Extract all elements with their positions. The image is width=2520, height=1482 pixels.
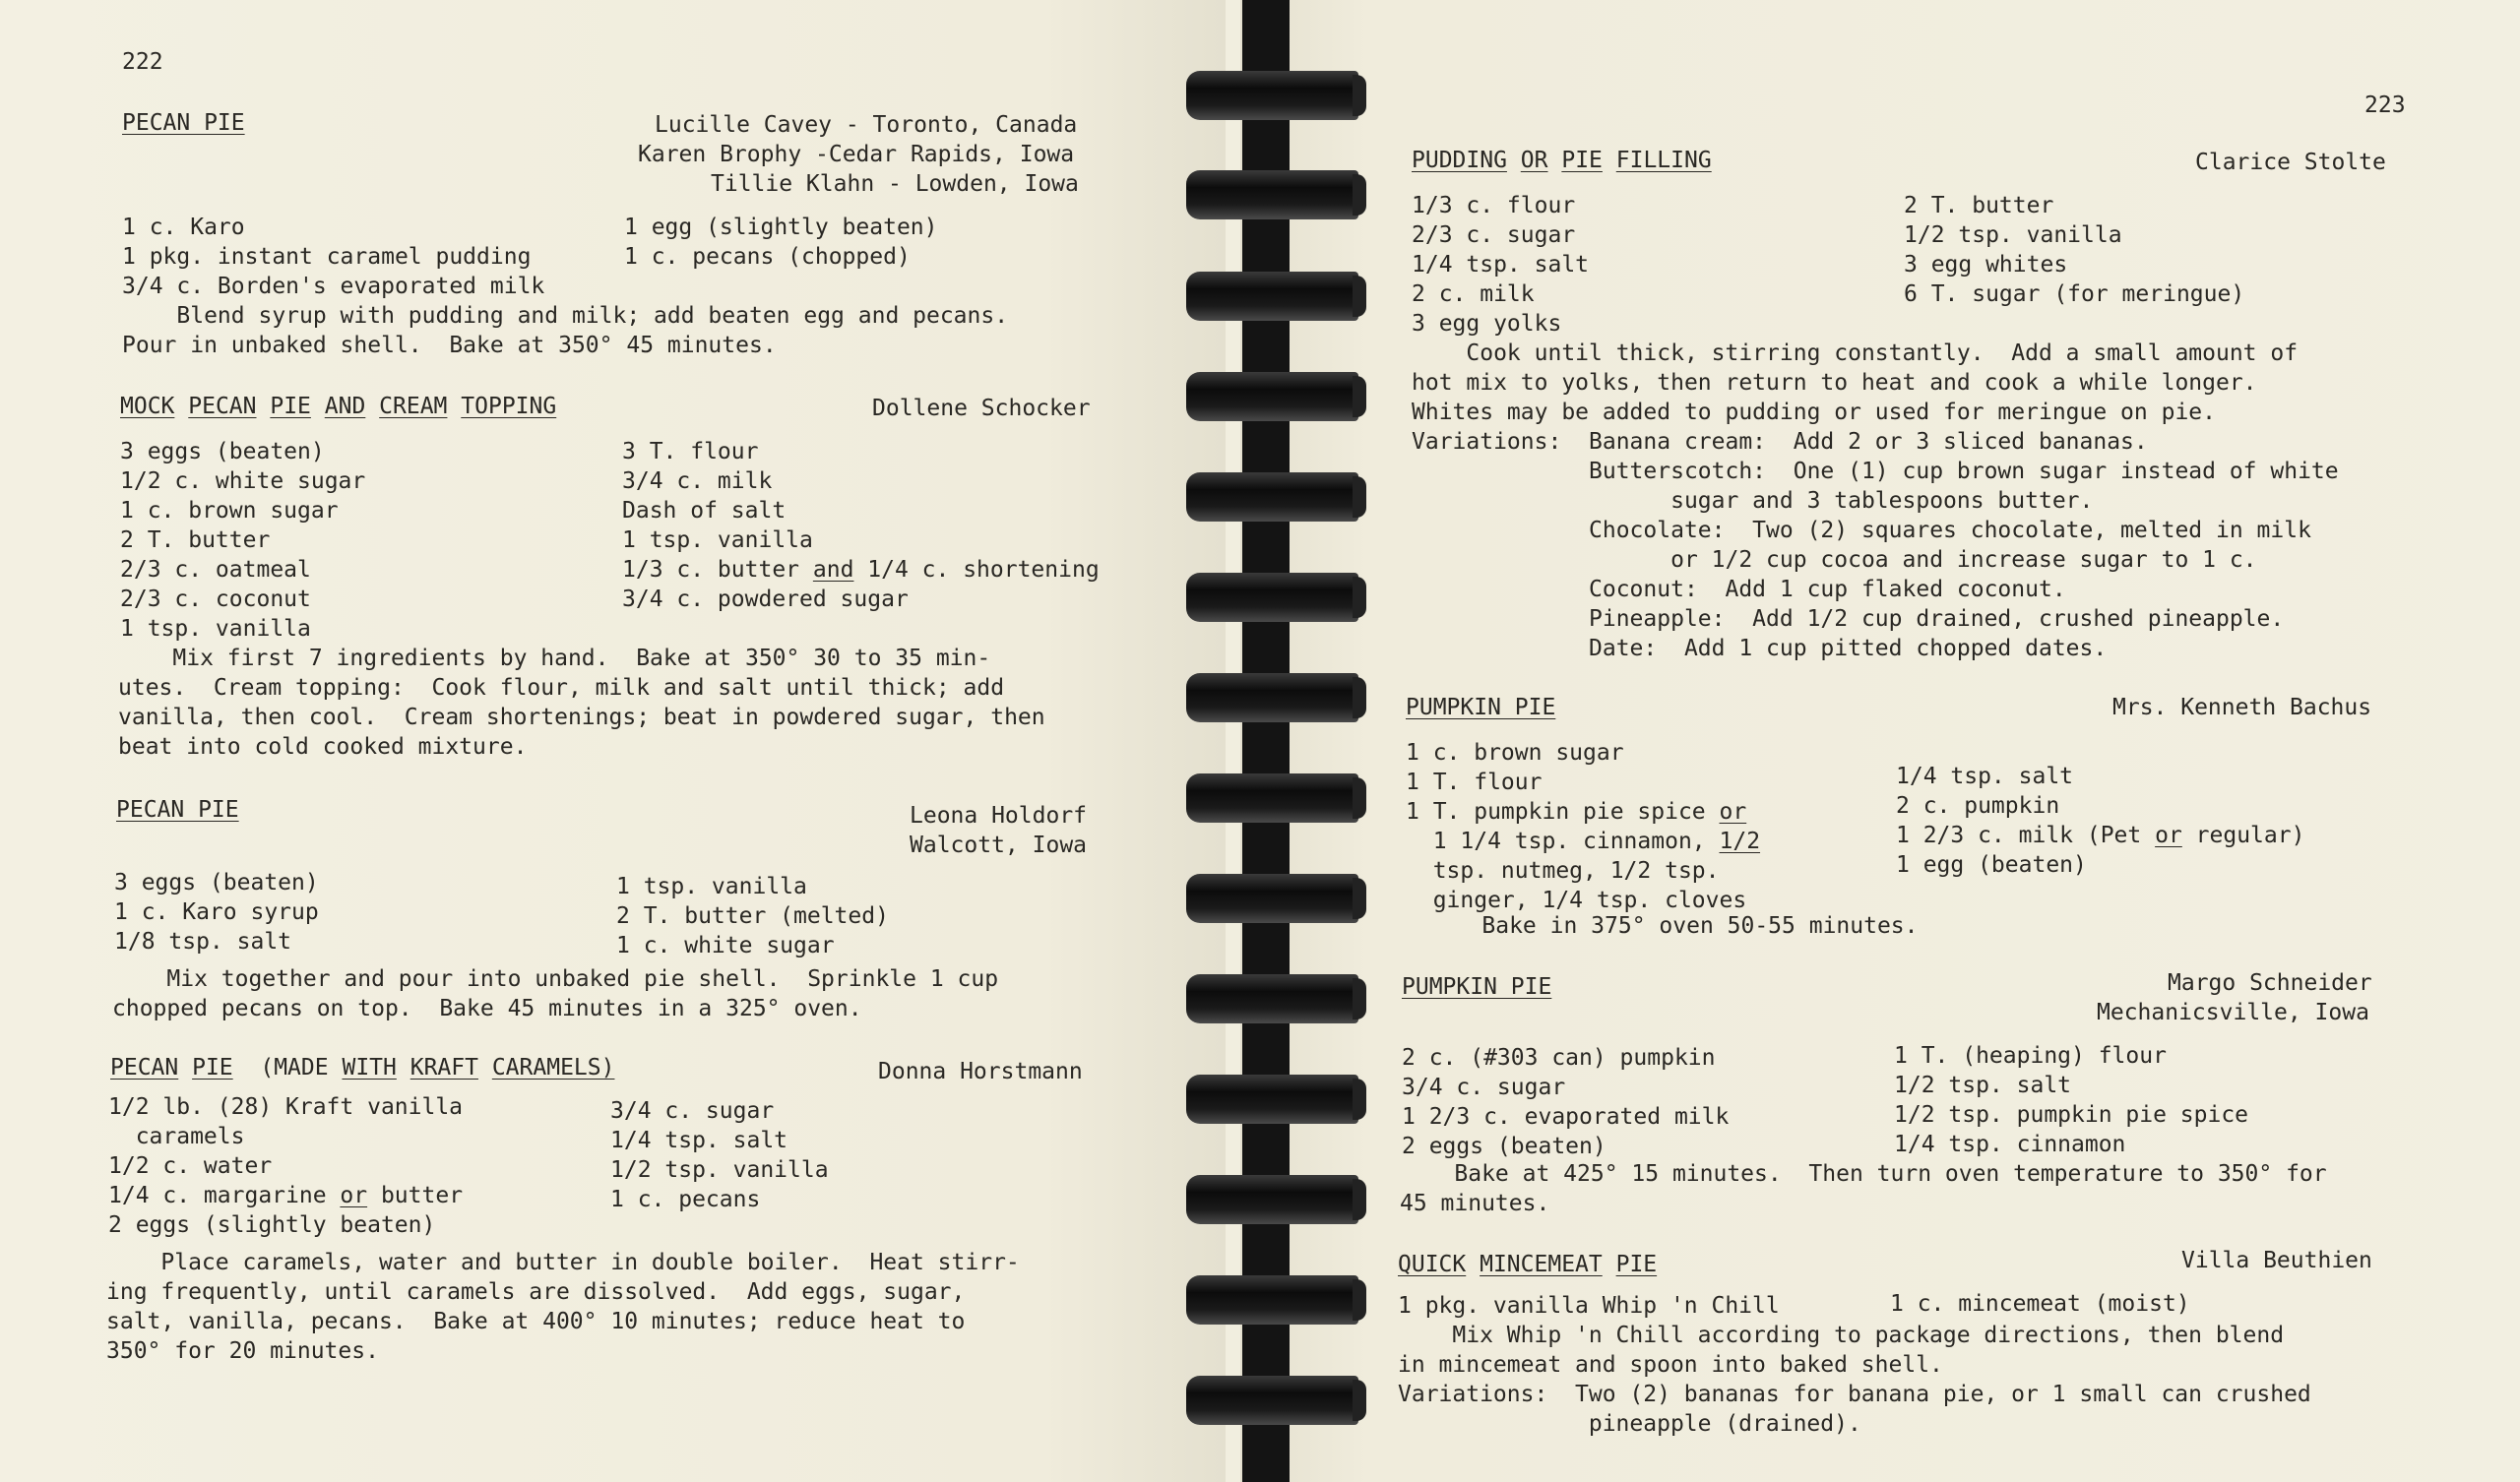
text-run: 1 T. pumpkin pie spice: [1406, 799, 1720, 825]
binding-ring: [1186, 1075, 1358, 1124]
binding-ring: [1186, 71, 1358, 120]
binding-ring: [1186, 974, 1358, 1023]
directions-line: in mincemeat and spoon into baked shell.: [1398, 1352, 1943, 1378]
spiral-binding-spine: [1242, 0, 1290, 1482]
title-word: WITH: [342, 1055, 397, 1081]
variations-line: Butterscotch: One (1) cup brown sugar instead of white: [1412, 459, 2339, 484]
ingredient: 1 c. pecans (chopped): [624, 244, 911, 270]
binding-ring: [1186, 1275, 1358, 1325]
title-word: CREAM: [379, 394, 448, 419]
directions-line: hot mix to yolks, then return to heat and cook a while longer.: [1412, 370, 2257, 396]
directions-line: 45 minutes.: [1400, 1191, 1550, 1216]
directions-line: Pour in unbaked shell. Bake at 350° 45 minutes.: [122, 333, 777, 358]
recipe-title-quick-mincemeat-pie: [1398, 1250, 1657, 1279]
ingredient: 1 egg (beaten): [1896, 852, 2087, 878]
recipe-title-pudding: [1412, 146, 1712, 175]
ingredient: 1 c. brown sugar: [120, 498, 339, 524]
ingredient: 1/4 tsp. salt: [610, 1128, 788, 1153]
ingredient: 1/2 tsp. vanilla: [1904, 222, 2122, 248]
title-word: QUICK: [1398, 1252, 1467, 1277]
contributor: Tillie Klahn - Lowden, Iowa: [711, 171, 1079, 197]
ingredient: 2 c. milk: [1412, 281, 1535, 307]
directions-line: Bake in 375° oven 50-55 minutes.: [1427, 913, 1919, 939]
ingredient: 1/2 tsp. pumpkin pie spice: [1894, 1102, 2249, 1128]
ingredient: 2 T. butter (melted): [616, 903, 889, 929]
text-run: butter: [367, 1183, 464, 1208]
variations-line: sugar and 3 tablespoons butter.: [1412, 488, 2094, 514]
binding-ring: [1186, 1175, 1358, 1224]
directions-line: utes. Cream topping: Cook flour, milk and salt until thick; add: [118, 675, 1005, 701]
ingredient: 1 c. Karo syrup: [114, 899, 319, 925]
contributor: Mrs. Kenneth Bachus: [2112, 695, 2372, 720]
directions-line: vanilla, then cool. Cream shortenings; beat in powdered sugar, then: [118, 705, 1045, 730]
ingredient: 1 c. mincemeat (moist): [1890, 1291, 2190, 1317]
directions-line: Mix Whip 'n Chill according to package directions, then blend: [1398, 1323, 2285, 1348]
contributor: Karen Brophy -Cedar Rapids, Iowa: [638, 142, 1075, 167]
contributor-city: Walcott, Iowa: [910, 833, 1088, 858]
binding-ring: [1186, 673, 1358, 722]
title-word: FILLING: [1615, 148, 1712, 173]
ingredient: 1/8 tsp. salt: [114, 929, 292, 955]
directions-line: chopped pecans on top. Bake 45 minutes in a 325° oven.: [112, 996, 862, 1021]
title-word: PECAN: [110, 1055, 179, 1081]
ingredient: 6 T. sugar (for meringue): [1904, 281, 2245, 307]
text-run: or: [340, 1183, 368, 1208]
ingredient: 1/2 tsp. salt: [1894, 1073, 2072, 1098]
ingredient: 1/2 tsp. vanilla: [610, 1157, 829, 1183]
text-run: or: [1719, 799, 1747, 825]
binding-ring: [1186, 874, 1358, 923]
directions-line: Mix first 7 ingredients by hand. Bake at 350° 30 to 35 min-: [118, 646, 991, 671]
title-word: PIE: [270, 394, 311, 419]
ingredient: 2 eggs (slightly beaten): [108, 1212, 436, 1238]
binding-ring: [1186, 272, 1358, 321]
title-word: (MADE: [260, 1055, 329, 1081]
title-word: MOCK: [120, 394, 175, 419]
ingredient: 1/4 tsp. salt: [1412, 252, 1590, 278]
ingredient: [1896, 821, 2304, 850]
ingredient: 1 c. Karo: [122, 215, 245, 240]
ingredient: 1 tsp. vanilla: [616, 874, 807, 899]
title-word: KRAFT: [410, 1055, 478, 1081]
directions-line: Place caramels, water and butter in double boiler. Heat stirr-: [106, 1250, 1020, 1275]
directions-line: 350° for 20 minutes.: [106, 1338, 379, 1364]
directions-line: ing frequently, until caramels are dissolved. Add eggs, sugar,: [106, 1279, 966, 1305]
ingredient: 2 c. pumpkin: [1896, 793, 2060, 819]
variations-line: Coconut: Add 1 cup flaked coconut.: [1412, 577, 2066, 602]
ingredient: 2/3 c. sugar: [1412, 222, 1576, 248]
variations-line: or 1/2 cup cocoa and increase sugar to 1 c.: [1412, 547, 2257, 573]
text-run: 1 1/4 tsp. cinnamon,: [1406, 829, 1720, 854]
ingredient: [622, 555, 1100, 585]
directions-line: Whites may be added to pudding or used for meringue on pie.: [1412, 400, 2216, 425]
text-run: and: [812, 557, 854, 583]
binding-ring: [1186, 573, 1358, 622]
contributor: Donna Horstmann: [878, 1059, 1083, 1084]
binding-ring: [1186, 773, 1358, 823]
ingredient: [1406, 827, 1760, 856]
binding-ring: [1186, 1376, 1358, 1425]
text-run: 1/4 c. shortening: [853, 557, 1100, 583]
text-run: 1 2/3 c. milk (Pet: [1896, 823, 2156, 848]
ingredient: 3/4 c. sugar: [610, 1098, 775, 1124]
directions-line: Cook until thick, stirring constantly. Add a small amount of: [1412, 340, 2299, 366]
ingredient: 1/2 lb. (28) Kraft vanilla: [108, 1094, 464, 1120]
ingredient: [1406, 797, 1746, 827]
binding-ring: [1186, 170, 1358, 219]
contributor-name: Leona Holdorf: [910, 803, 1088, 829]
text-run: 1/2: [1719, 829, 1761, 854]
recipe-title-pumpkin-pie: PUMPKIN PIE: [1406, 695, 1556, 720]
variations-line: Variations: Banana cream: Add 2 or 3 sliced bananas.: [1412, 429, 2148, 455]
contributor: Villa Beuthien: [2181, 1248, 2372, 1273]
contributor-name: Margo Schneider: [2168, 970, 2372, 996]
title-word: PIE: [1561, 148, 1603, 173]
ingredient: 1 tsp. vanilla: [120, 616, 311, 642]
ingredient: 1 c. white sugar: [616, 933, 835, 958]
ingredient: 1 2/3 c. evaporated milk: [1402, 1104, 1730, 1130]
page-number-right: 223: [2364, 93, 2406, 118]
binding-ring: [1186, 372, 1358, 421]
recipe-title-pumpkin-pie: PUMPKIN PIE: [1402, 974, 1552, 1000]
ingredient: 1 pkg. vanilla Whip 'n Chill: [1398, 1293, 1780, 1319]
title-word: OR: [1520, 148, 1548, 173]
ingredient: 2 eggs (beaten): [1402, 1134, 1606, 1159]
ingredient: 3 egg yolks: [1412, 311, 1562, 337]
ingredient: 3 T. flour: [622, 439, 759, 464]
ingredient: tsp. nutmeg, 1/2 tsp.: [1406, 858, 1720, 884]
binding-ring: [1186, 472, 1358, 522]
text-run: 1/4 c. margarine: [108, 1183, 341, 1208]
ingredient: 3/4 c. sugar: [1402, 1075, 1566, 1100]
ingredient: 2 c. (#303 can) pumpkin: [1402, 1045, 1716, 1071]
ingredient: 1 tsp. vanilla: [622, 527, 813, 553]
ingredient: 2/3 c. coconut: [120, 587, 311, 612]
directions-line: Bake at 425° 15 minutes. Then turn oven temperature to 350° for: [1400, 1161, 2327, 1187]
contributor: Dollene Schocker: [872, 396, 1091, 421]
ingredient: 1/2 c. white sugar: [120, 468, 366, 494]
ingredient: 2 T. butter: [1904, 193, 2054, 218]
ingredient: 1/4 tsp. cinnamon: [1894, 1132, 2126, 1157]
title-word: MINCEMEAT: [1480, 1252, 1603, 1277]
ingredient: 1 egg (slightly beaten): [624, 215, 938, 240]
ingredient: [108, 1181, 463, 1210]
directions-line: beat into cold cooked mixture.: [118, 734, 528, 760]
text-run: 1/3 c. butter: [622, 557, 813, 583]
recipe-title-mock-pecan-pie: [120, 392, 556, 421]
ingredient: 3 egg whites: [1904, 252, 2068, 278]
ingredient: 1/4 tsp. salt: [1896, 764, 2074, 789]
ingredient: 1 pkg. instant caramel pudding: [122, 244, 532, 270]
ingredient: 3 eggs (beaten): [120, 439, 325, 464]
recipe-title-pecan-pie: PECAN PIE: [122, 110, 245, 136]
text-run: regular): [2181, 823, 2305, 848]
ingredient: 2/3 c. oatmeal: [120, 557, 311, 583]
variations-line: Variations: Two (2) bananas for banana pie, or 1 small can crushed: [1398, 1382, 2311, 1407]
title-word: PUDDING: [1412, 148, 1507, 173]
directions-line: salt, vanilla, pecans. Bake at 400° 10 minutes; reduce heat to: [106, 1309, 966, 1334]
title-word: CARAMELS): [491, 1055, 615, 1081]
variations-line: Pineapple: Add 1/2 cup drained, crushed pineapple.: [1412, 606, 2285, 632]
ingredient: caramels: [108, 1124, 245, 1149]
title-word: PECAN: [188, 394, 257, 419]
recipe-title-pecan-pie-kraft: [110, 1053, 614, 1082]
directions-line: Blend syrup with pudding and milk; add beaten egg and pecans.: [122, 303, 1009, 329]
recipe-title-pecan-pie: PECAN PIE: [116, 797, 239, 823]
ingredient: 2 T. butter: [120, 527, 271, 553]
ingredient: 3/4 c. milk: [622, 468, 773, 494]
title-word: PIE: [192, 1055, 233, 1081]
variations-line: Chocolate: Two (2) squares chocolate, melted in milk: [1412, 518, 2311, 543]
directions-line: Mix together and pour into unbaked pie shell. Sprinkle 1 cup: [112, 966, 999, 992]
ingredient: 1/2 c. water: [108, 1153, 273, 1179]
ingredient: Dash of salt: [622, 498, 787, 524]
ingredient: 1 T. flour: [1406, 770, 1543, 795]
title-word: PIE: [1615, 1252, 1658, 1277]
contributor: Lucille Cavey - Toronto, Canada: [655, 112, 1078, 138]
ingredient: 3 eggs (beaten): [114, 870, 319, 895]
page-number-left: 222: [122, 49, 163, 75]
ingredient: 3/4 c. powdered sugar: [622, 587, 909, 612]
ingredient: 1 c. pecans: [610, 1187, 761, 1212]
ingredient: 1 T. (heaping) flour: [1894, 1043, 2167, 1069]
text-run: or: [2155, 823, 2182, 848]
ingredient: 1 c. brown sugar: [1406, 740, 1624, 766]
title-word: AND: [324, 394, 366, 419]
ingredient: 1/3 c. flour: [1412, 193, 1576, 218]
contributor: Clarice Stolte: [2195, 150, 2386, 175]
ingredient: 3/4 c. Borden's evaporated milk: [122, 274, 545, 299]
contributor-city: Mechanicsville, Iowa: [2097, 1000, 2369, 1025]
title-word: TOPPING: [461, 394, 557, 419]
variations-line: pineapple (drained).: [1398, 1411, 1861, 1437]
variations-line: Date: Add 1 cup pitted chopped dates.: [1412, 636, 2108, 661]
ingredient: ginger, 1/4 tsp. cloves: [1406, 888, 1747, 913]
